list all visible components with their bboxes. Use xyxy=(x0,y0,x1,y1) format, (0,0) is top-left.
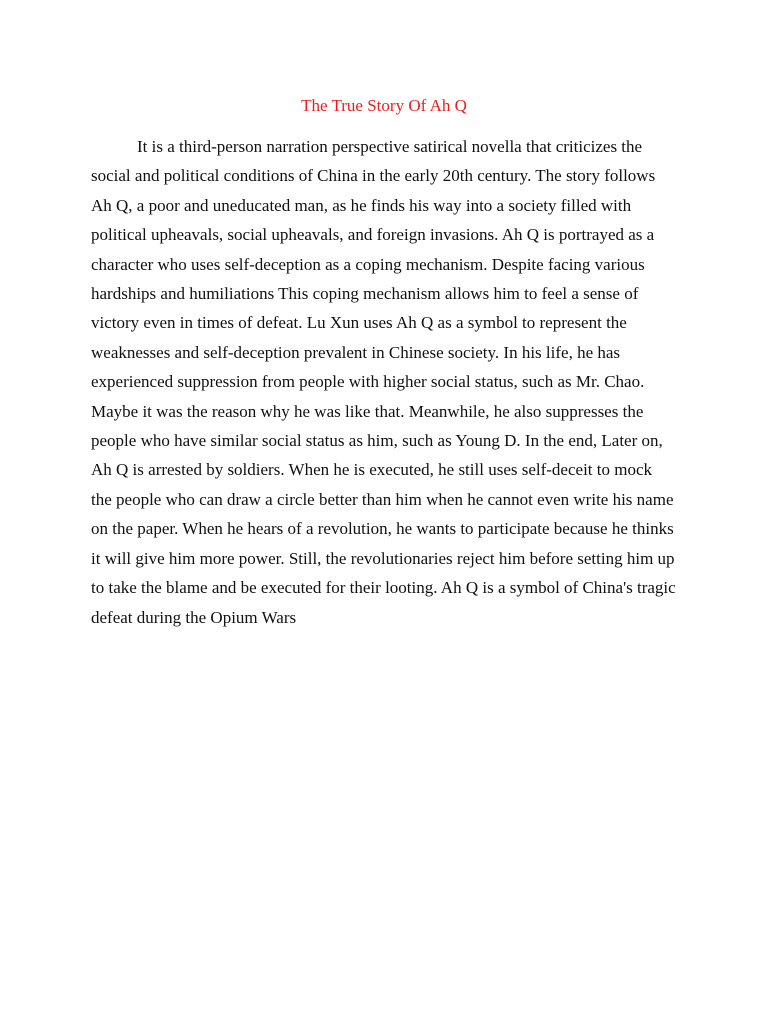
document-body-paragraph: It is a third-person narration perspective satirical novella that criticizes the social and political conditions of China in the early 20th century. The story follows Ah Q, a poor and uneducated man, as he finds his way into a society filled with political upheavals, social upheavals, and foreign invasions. Ah Q is portrayed as a character who uses self-deception as a coping mechanism. Despite facing various hardships and humiliations This coping mechanism allows him to feel a sense of victory even in times of defeat. Lu Xun uses Ah Q as a symbol to represent the weaknesses and self-deception prevalent in Chinese society. In his life, he has experienced suppression from people with higher social status, such as Mr. Chao. Maybe it was the reason why he was like that. Meanwhile, he also suppresses the people who have similar social status as him, such as Young D. In the end, Later on, Ah Q is arrested by soldiers. When he is executed, he still uses self-deceit to mock the people who can draw a circle better than him when he cannot even write his name on the paper. When he hears of a revolution, he wants to participate because he thinks it will give him more power. Still, the revolutionaries reject him before setting him up to take the blame and be executed for their looting. Ah Q is a symbol of China's tragic defeat during the Opium Wars xyxy=(91,137,676,627)
document-title: The True Story Of Ah Q xyxy=(301,96,467,115)
